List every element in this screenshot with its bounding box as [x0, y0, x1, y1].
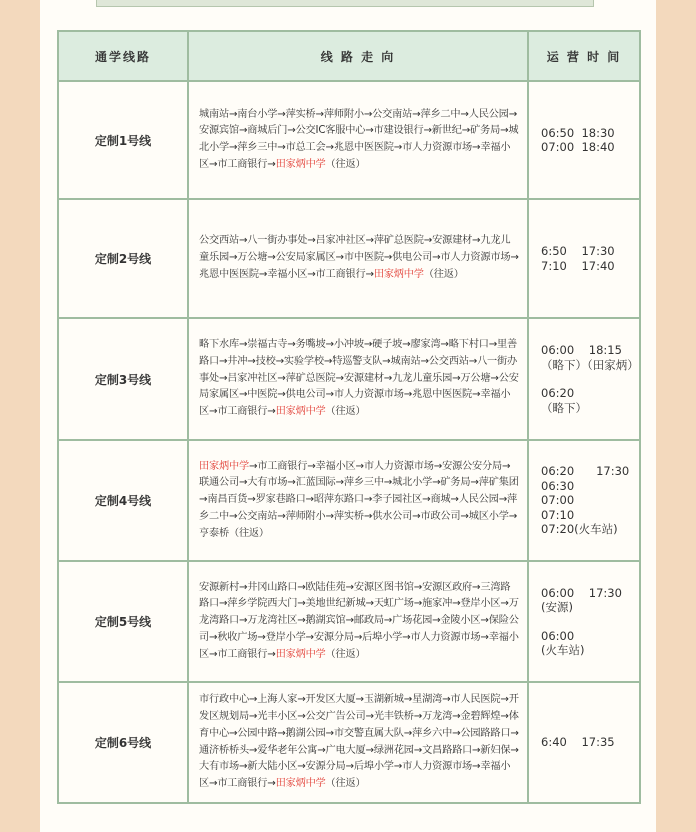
route-stops: 城南站→南台小学→萍实桥→萍师附小→公交南站→萍乡二中→人民公园→安源宾馆→商城后门→公交IC客服中心→市建设银行→新世纪→矿务局→城北小学→萍乡三中→市总工会→兆恩中医医院→市人力资源市场→幸福小区→市工商银行→	[199, 108, 519, 170]
time-line: 06:50 18:30	[541, 125, 615, 140]
operating-times	[528, 682, 640, 803]
table-row	[58, 81, 640, 199]
route-note: →市工商银行→幸福小区→市人力资源市场→安源公安分局→联通公司→大有市场→汇蓝国际→萍乡三中→城北小学→矿务局→萍矿集团→南昌百货→罗家巷路口→昭萍东路口→李子园社区→商城→人民公园→萍乡二中→公交南站→萍师附小→萍实桥→供水公司→市政公司→城区小学→亨泰桥（往返）	[199, 460, 519, 539]
route-destination: 田家炳中学	[373, 268, 424, 280]
line-name: 定制5号线	[58, 561, 188, 682]
time-line: 6:40 17:35	[541, 735, 615, 750]
time-line: 06:00 18:15	[541, 343, 622, 357]
time-line: 07:10	[541, 507, 575, 522]
route-description	[188, 318, 528, 440]
line-name: 定制6号线	[58, 682, 188, 803]
time-line: 6:50 17:30	[541, 244, 615, 258]
line-name: 定制3号线	[58, 318, 188, 440]
operating-times	[528, 561, 640, 682]
route-stops: 公交西站→八一街办事处→吕家冲社区→萍矿总医院→安源建材→九龙儿童乐园→万公塘→公安局家属区→市中医院→供电公司→市人力资源市场→兆恩中医医院→幸福小区→市工商银行→	[199, 235, 519, 280]
background-right-border	[656, 0, 696, 832]
route-destination: 田家炳中学	[275, 648, 326, 660]
route-stops: 市行政中心→上海人家→开发区大厦→玉湖新城→星湖湾→市人民医院→开发区规划局→光丰小区→公交广告公司→光丰铁桥→万龙湾→金碧辉煌→体育中心→公园中路→鹅湖公园→市交警直属大队→萍乡六中→公园路路口→通济桥桥头→爱华老年公寓→广电大厦→绿洲花园→文昌路路口→新妇保→大有市场→新大陆小区→安源分局→后埠小学→市人力资源市场→幸福小区→市工商银行→	[199, 694, 519, 789]
operating-times	[528, 440, 640, 561]
table-row	[58, 440, 640, 561]
operating-times	[528, 318, 640, 440]
top-banner-edge	[96, 0, 594, 7]
time-line: 06:00 17:30	[541, 585, 622, 600]
header-route: 线 路 走 向	[188, 31, 528, 81]
time-line: 06:30	[541, 478, 575, 493]
time-line: 06:00	[541, 628, 575, 643]
route-description	[188, 440, 528, 561]
bus-route-table	[57, 30, 641, 804]
route-note: （往返）	[423, 268, 464, 280]
time-line: 07:20(火车站)	[541, 522, 618, 537]
operating-times	[528, 81, 640, 199]
line-name: 定制1号线	[58, 81, 188, 199]
route-stops: 安源新村→井冈山路口→欧陆佳苑→安源区图书馆→安源区政府→三湾路路口→萍乡学院西大门→美地世纪新城→天虹广场→施家冲→登岸小区→万龙湾路口→万龙湾社区→鹅湖宾馆→邮政局→广场花园→金陵小区→保险公司→秋收广场→登岸小学→安源分局→后埠小学→市人力资源市场→幸福小区→市工商银行→	[199, 581, 519, 660]
time-line: （略下）（田家炳）	[541, 357, 639, 372]
time-line: (火车站)	[541, 643, 585, 657]
time-line: 06:20	[541, 386, 575, 400]
operating-times	[528, 199, 640, 318]
time-spacer	[541, 615, 631, 629]
time-line: 7:10 17:40	[541, 258, 615, 273]
time-spacer	[541, 372, 631, 386]
time-line: 07:00 18:40	[541, 140, 615, 154]
table-row	[58, 199, 640, 318]
route-note: （往返）	[325, 158, 366, 170]
route-note: （往返）	[325, 406, 366, 418]
route-destination: 田家炳中学	[275, 777, 326, 789]
time-line: （略下）	[541, 400, 587, 415]
route-note: （往返）	[325, 648, 366, 660]
line-name: 定制4号线	[58, 440, 188, 561]
route-destination: 田家炳中学	[199, 460, 249, 472]
table-row	[58, 682, 640, 803]
route-description	[188, 682, 528, 803]
route-description	[188, 561, 528, 682]
route-destination: 田家炳中学	[275, 158, 326, 170]
route-note: （往返）	[325, 777, 366, 789]
background-left-border	[0, 0, 40, 832]
route-description	[188, 199, 528, 318]
time-line: (安源)	[541, 600, 573, 614]
time-line: 07:00	[541, 493, 575, 508]
table-header-row	[58, 31, 640, 81]
route-destination: 田家炳中学	[275, 406, 326, 418]
table-row	[58, 561, 640, 682]
header-time: 运 营 时 间	[528, 31, 640, 81]
time-line: 06:20 17:30	[541, 464, 630, 479]
route-description	[188, 81, 528, 199]
table-row	[58, 318, 640, 440]
header-line: 通学线路	[58, 31, 188, 81]
route-stops: 略下水库→崇福古寺→务嘴坡→小冲坡→硬子坡→廖家湾→略下村口→里善路口→井冲→技校→实验学校→特巡警支队→城南站→公交西站→八一街办事处→吕家冲社区→萍矿总医院→安源建材→九龙儿童乐园→万公塘→公安局家属区→中医院→供电公司→市人力资源市场→兆恩中医医院→幸福小区→市工商银行→	[199, 339, 519, 418]
line-name: 定制2号线	[58, 199, 188, 318]
